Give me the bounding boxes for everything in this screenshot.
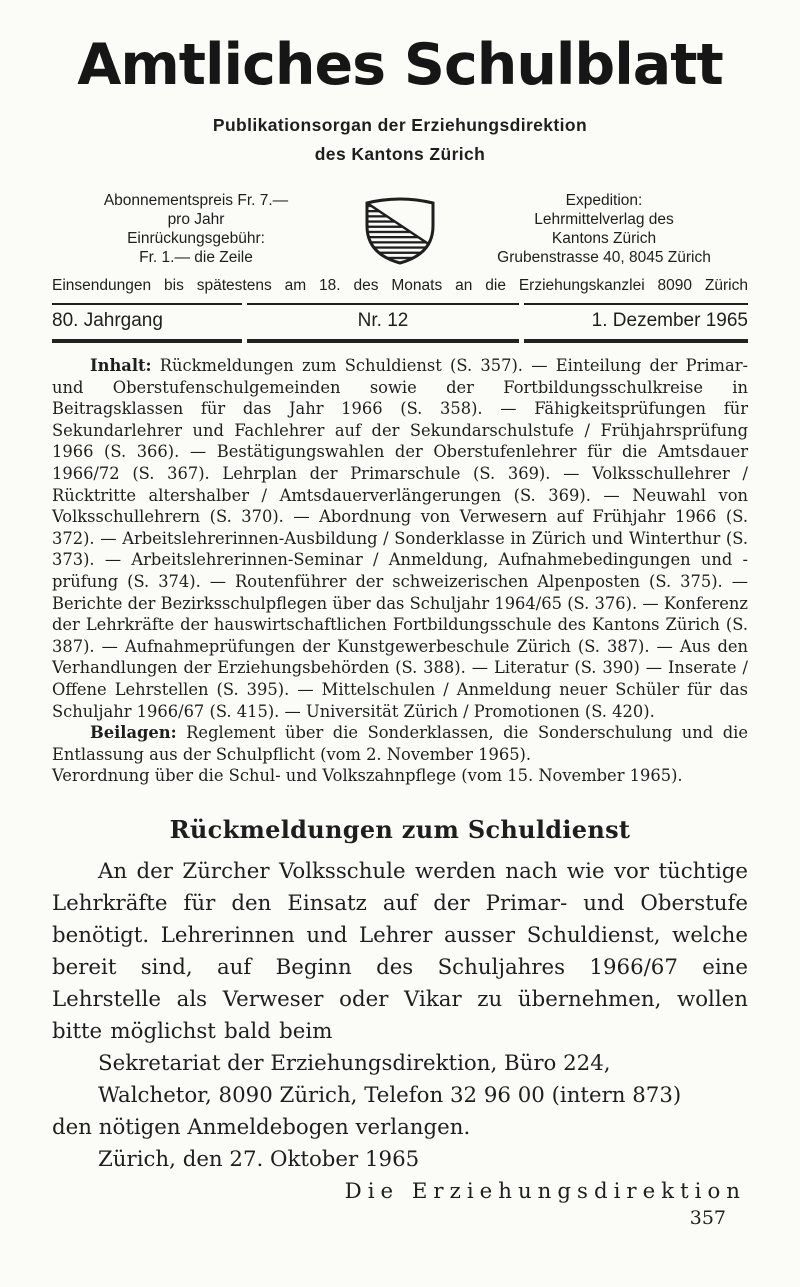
article-title: Rückmeldungen zum Schuldienst <box>169 814 631 844</box>
table-of-contents <box>52 355 748 787</box>
beilagen-line2: Verordnung über die Schul- und Volkszahnpflege (vom 15. November 1965). <box>52 766 683 786</box>
address-line-2: Walchetor, 8090 Zürich, Telefon 32 96 00 (intern 873) <box>98 1082 682 1108</box>
masthead-subtitle-line2: des Kantons Zürich <box>314 144 486 164</box>
expedition-address-line: Grubenstrasse 40, 8045 Zürich <box>497 249 711 266</box>
subscription-period-line: pro Jahr <box>167 211 225 228</box>
beilagen-label: Beilagen: <box>90 723 177 743</box>
issue-date: 1. Dezember 1965 <box>524 303 748 343</box>
closing-line: den nötigen Anmeldebogen verlangen. <box>52 1114 471 1140</box>
inhalt-paragraph <box>52 355 748 722</box>
inhalt-text: Rückmeldungen zum Schuldienst (S. 357). — Einteilung der Primar- und Oberstufenschulgemeinden sowie der Fortbildungsschulkreise in Beitragsklassen für das Jahr 1966 (S. 358). — Fähigkeitsprüfungen für Sekundarlehrer und Fachlehrer auf der Sekundarschulstufe / Frühjahrsprüfung 1966 (S. 366). — Bestätigungswahlen der Oberstufenlehrer für die Amtsdauer 1966/72 (S. 367). Lehrplan der Primarschule (S. 369). — Volksschullehrer / Rücktritte altershalber / Amtsdauerverlängerungen (S. 369). — Neuwahl von Volksschullehrern (S. 370). — Abordnung von Verwesern auf Frühjahr 1966 (S. 372). — Arbeitslehrerinnen-Ausbildung / Sonderklasse in Zürich und Winterthur (S. 373). — Arbeitslehrerinnen-Seminar / Anmeldung, Aufnahmebedingungen und -prüfung (S. 374). — Routenführer der schweizerischen Alpenposten (S. 375). — Berichte der Bezirksschulpflegen über das Schuljahr 1964/65 (S. 376). — Konferenz der Lehrkräfte der hauswirtschaftlichen Fortbildungsschule des Kantons Zürich (S. 387). — Aufnahmeprüfungen der Kunstgewerbeschule Zürich (S. 387). — Aus den Verhandlungen der Erziehungsbehörden (S. 388). — Literatur (S. 390) — Inserate / Offene Lehrstellen (S. 395). — Mittelschulen / Anmeldung neuer Schüler für das Schuljahr 1966/67 (S. 415). — Universität Zürich / Promotionen (S. 420). <box>52 356 748 721</box>
inhalt-label: Inhalt: <box>90 356 152 375</box>
volume-label: 80. Jahrgang <box>52 303 242 343</box>
masthead-title: Amtliches Schulblatt <box>77 32 723 98</box>
insertion-fee-line: Fr. 1.— die Zeile <box>139 249 253 266</box>
signature: Die Erziehungsdirektion <box>344 1178 746 1204</box>
date-line: Zürich, den 27. Oktober 1965 <box>98 1146 420 1172</box>
address-line-1: Sekretariat der Erziehungsdirektion, Büro 224, <box>98 1050 611 1076</box>
subscription-price-line: Abonnementspreis Fr. 7.— <box>103 192 289 209</box>
expedition-info <box>460 191 748 267</box>
beilagen-paragraph <box>52 722 748 765</box>
masthead-subtitle-line1: Publikationsorgan der Erziehungsdirektion <box>212 115 588 135</box>
beilagen-text: Reglement über die Sonderklassen, die Sonderschulung und die Entlassung aus der Schulpflicht (vom 2. November 1965). <box>52 723 748 764</box>
article-paragraph: An der Zürcher Volksschule werden nach wie vor tüchtige Lehrkräfte für den Einsatz auf der Primar- und Oberstufe benötigt. Lehrerinnen und Lehrer ausser Schuldienst, welche bereit sind, auf Beginn des Schuljahres 1966/67 eine Lehrstelle als Verweser oder Vikar zu übernehmen, wollen bitte möglichst bald beim <box>52 858 748 1044</box>
issue-number: Nr. 12 <box>247 303 519 343</box>
expedition-label: Expedition: <box>565 192 643 209</box>
expedition-canton-line: Kantons Zürich <box>551 230 657 247</box>
page-number: 357 <box>689 1207 726 1229</box>
subscription-info <box>52 191 340 267</box>
expedition-publisher-line: Lehrmittelverlag des <box>534 211 674 228</box>
issue-bar <box>52 303 748 343</box>
zurich-coat-of-arms-icon <box>340 191 460 267</box>
imprint-row <box>52 191 748 267</box>
submission-deadline-note: Einsendungen bis spätestens am 18. des Monats an die Erziehungskanzlei 8090 Zürich <box>52 277 748 294</box>
insertion-fee-label: Einrückungsgebühr: <box>127 230 265 247</box>
